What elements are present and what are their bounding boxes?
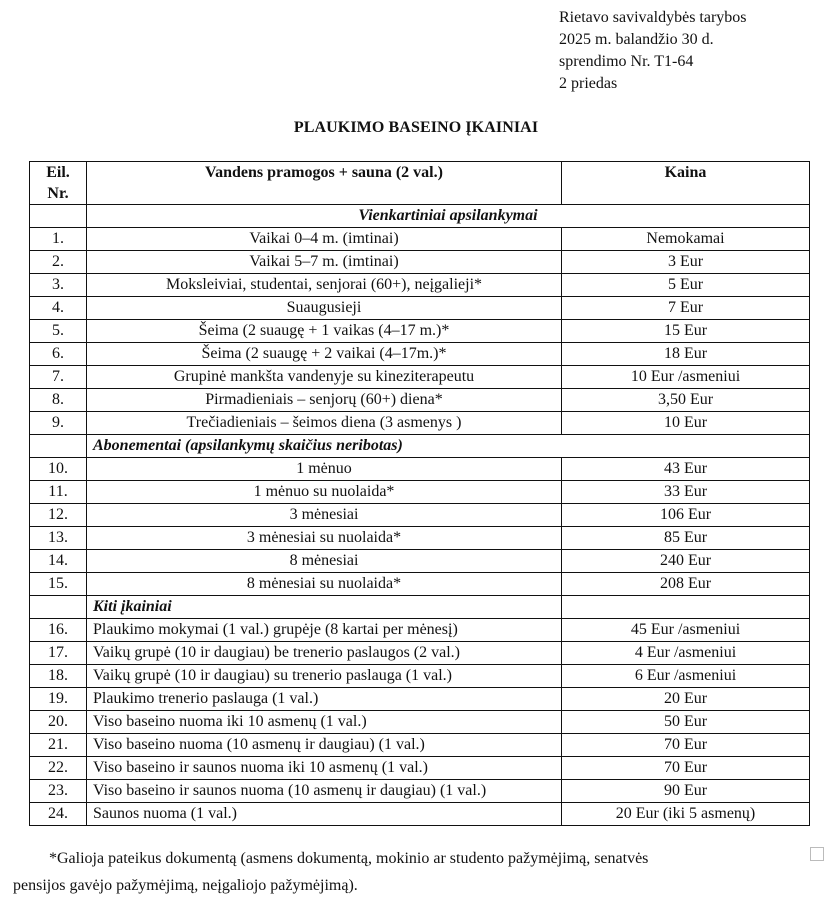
section-number-cell bbox=[30, 596, 87, 619]
row-number: 24. bbox=[30, 803, 87, 826]
table-row bbox=[30, 458, 810, 481]
row-number: 2. bbox=[30, 251, 87, 274]
row-number: 20. bbox=[30, 711, 87, 734]
row-price: 10 Eur bbox=[562, 412, 810, 435]
table-row bbox=[30, 803, 810, 826]
row-number: 5. bbox=[30, 320, 87, 343]
row-price: 10 Eur /asmeniui bbox=[562, 366, 810, 389]
row-service: Vaikai 0–4 m. (imtinai) bbox=[87, 228, 562, 251]
table-body bbox=[30, 205, 810, 826]
section-header-row bbox=[30, 435, 810, 458]
row-number: 4. bbox=[30, 297, 87, 320]
section-number-cell bbox=[30, 435, 87, 458]
table-row bbox=[30, 320, 810, 343]
table-row bbox=[30, 573, 810, 596]
row-price: 70 Eur bbox=[562, 734, 810, 757]
row-price: 240 Eur bbox=[562, 550, 810, 573]
table-row bbox=[30, 688, 810, 711]
table-row bbox=[30, 527, 810, 550]
row-number: 8. bbox=[30, 389, 87, 412]
header-service: Vandens pramogos + sauna (2 val.) bbox=[87, 162, 562, 205]
row-service: Viso baseino ir saunos nuoma iki 10 asmenų (1 val.) bbox=[87, 757, 562, 780]
row-price: 50 Eur bbox=[562, 711, 810, 734]
approval-line-decision: sprendimo Nr. T1-64 bbox=[559, 53, 694, 70]
row-service: Suaugusieji bbox=[87, 297, 562, 320]
row-price: 43 Eur bbox=[562, 458, 810, 481]
paragraph-marker-icon bbox=[810, 847, 824, 861]
row-number: 17. bbox=[30, 642, 87, 665]
row-price: 18 Eur bbox=[562, 343, 810, 366]
table-row bbox=[30, 297, 810, 320]
table-header-row bbox=[30, 162, 810, 205]
header-number bbox=[30, 162, 87, 205]
row-number: 14. bbox=[30, 550, 87, 573]
table-row bbox=[30, 780, 810, 803]
row-number: 6. bbox=[30, 343, 87, 366]
table-row bbox=[30, 550, 810, 573]
row-price: Nemokamai bbox=[562, 228, 810, 251]
section-title: Kiti įkainiai bbox=[87, 596, 562, 619]
section-price-cell bbox=[562, 596, 810, 619]
table-row bbox=[30, 711, 810, 734]
row-price: 45 Eur /asmeniui bbox=[562, 619, 810, 642]
row-price: 4 Eur /asmeniui bbox=[562, 642, 810, 665]
row-service: 3 mėnesiai bbox=[87, 504, 562, 527]
row-price: 90 Eur bbox=[562, 780, 810, 803]
row-number: 11. bbox=[30, 481, 87, 504]
footnote bbox=[13, 845, 803, 899]
row-service: Šeima (2 suaugę + 1 vaikas (4–17 m.)* bbox=[87, 320, 562, 343]
row-service: 1 mėnuo bbox=[87, 458, 562, 481]
row-service: Viso baseino nuoma (10 asmenų ir daugiau) (1 val.) bbox=[87, 734, 562, 757]
table-row bbox=[30, 366, 810, 389]
section-number-cell bbox=[30, 205, 87, 228]
row-service: Viso baseino nuoma iki 10 asmenų (1 val.) bbox=[87, 711, 562, 734]
section-title: Vienkartiniai apsilankymai bbox=[87, 205, 810, 228]
row-number: 22. bbox=[30, 757, 87, 780]
row-service: Vaikų grupė (10 ir daugiau) su trenerio paslauga (1 val.) bbox=[87, 665, 562, 688]
row-service: 8 mėnesiai bbox=[87, 550, 562, 573]
section-title: Abonementai (apsilankymų skaičius neribotas) bbox=[87, 435, 810, 458]
row-price: 20 Eur bbox=[562, 688, 810, 711]
table-row bbox=[30, 734, 810, 757]
footnote-line1: *Galioja pateikus dokumentą (asmens dokumentą, mokinio ar studento pažymėjimą, senatvės bbox=[49, 850, 649, 867]
row-number: 1. bbox=[30, 228, 87, 251]
row-price: 7 Eur bbox=[562, 297, 810, 320]
table-row bbox=[30, 412, 810, 435]
row-number: 23. bbox=[30, 780, 87, 803]
row-service: Šeima (2 suaugę + 2 vaikai (4–17m.)* bbox=[87, 343, 562, 366]
row-price: 5 Eur bbox=[562, 274, 810, 297]
footnote-line2: pensijos gavėjo pažymėjimą, neįgaliojo pažymėjimą). bbox=[13, 877, 358, 894]
row-service: Trečiadieniais – šeimos diena (3 asmenys ) bbox=[87, 412, 562, 435]
header-number-line1: Eil. bbox=[46, 164, 70, 181]
table-row bbox=[30, 757, 810, 780]
row-service: Grupinė mankšta vandenyje su kineziterapeutu bbox=[87, 366, 562, 389]
row-service: 1 mėnuo su nuolaida* bbox=[87, 481, 562, 504]
table-row bbox=[30, 274, 810, 297]
row-number: 3. bbox=[30, 274, 87, 297]
table-row bbox=[30, 642, 810, 665]
row-price: 106 Eur bbox=[562, 504, 810, 527]
table-row bbox=[30, 619, 810, 642]
row-price: 70 Eur bbox=[562, 757, 810, 780]
row-service: Plaukimo mokymai (1 val.) grupėje (8 kartai per mėnesį) bbox=[87, 619, 562, 642]
table-row bbox=[30, 389, 810, 412]
row-price: 3 Eur bbox=[562, 251, 810, 274]
row-service: Saunos nuoma (1 val.) bbox=[87, 803, 562, 826]
row-service: 3 mėnesiai su nuolaida* bbox=[87, 527, 562, 550]
row-number: 13. bbox=[30, 527, 87, 550]
row-price: 3,50 Eur bbox=[562, 389, 810, 412]
row-price: 33 Eur bbox=[562, 481, 810, 504]
row-number: 19. bbox=[30, 688, 87, 711]
approval-line-date: 2025 m. balandžio 30 d. bbox=[559, 31, 714, 48]
section-header-row bbox=[30, 596, 810, 619]
price-table bbox=[29, 161, 810, 826]
row-service: Pirmadieniais – senjorų (60+) diena* bbox=[87, 389, 562, 412]
document-title: PLAUKIMO BASEINO ĮKAINIAI bbox=[293, 119, 539, 136]
row-price: 85 Eur bbox=[562, 527, 810, 550]
table-row bbox=[30, 504, 810, 527]
approval-line-council: Rietavo savivaldybės tarybos bbox=[559, 9, 747, 26]
row-number: 12. bbox=[30, 504, 87, 527]
header-number-line2: Nr. bbox=[47, 185, 69, 202]
approval-line-annex: 2 priedas bbox=[559, 75, 618, 92]
row-price: 6 Eur /asmeniui bbox=[562, 665, 810, 688]
row-service: Moksleiviai, studentai, senjorai (60+), neįgalieji* bbox=[87, 274, 562, 297]
row-number: 15. bbox=[30, 573, 87, 596]
header-price: Kaina bbox=[562, 162, 810, 205]
row-service: Vaikai 5–7 m. (imtinai) bbox=[87, 251, 562, 274]
row-price: 208 Eur bbox=[562, 573, 810, 596]
row-number: 7. bbox=[30, 366, 87, 389]
row-number: 21. bbox=[30, 734, 87, 757]
table-row bbox=[30, 228, 810, 251]
table-row bbox=[30, 481, 810, 504]
row-service: Vaikų grupė (10 ir daugiau) be trenerio paslaugos (2 val.) bbox=[87, 642, 562, 665]
row-number: 9. bbox=[30, 412, 87, 435]
approval-block bbox=[559, 7, 747, 95]
table-row bbox=[30, 343, 810, 366]
row-number: 10. bbox=[30, 458, 87, 481]
section-header-row bbox=[30, 205, 810, 228]
table-row bbox=[30, 665, 810, 688]
row-number: 16. bbox=[30, 619, 87, 642]
row-service: Plaukimo trenerio paslauga (1 val.) bbox=[87, 688, 562, 711]
row-service: Viso baseino ir saunos nuoma (10 asmenų ir daugiau) (1 val.) bbox=[87, 780, 562, 803]
table-row bbox=[30, 251, 810, 274]
row-number: 18. bbox=[30, 665, 87, 688]
row-price: 15 Eur bbox=[562, 320, 810, 343]
row-service: 8 mėnesiai su nuolaida* bbox=[87, 573, 562, 596]
row-price: 20 Eur (iki 5 asmenų) bbox=[562, 803, 810, 826]
